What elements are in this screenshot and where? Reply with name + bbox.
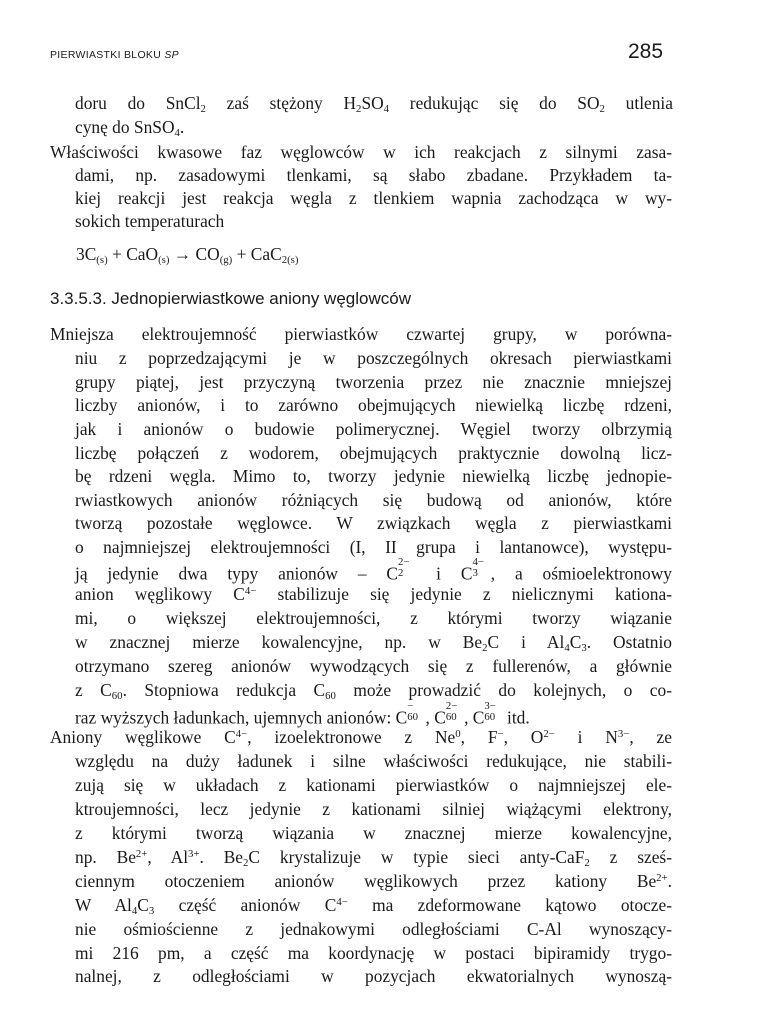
text-line: ktroujemności, lecz jedynie z kationami silniej wiążącymi elektrony,	[75, 799, 672, 819]
text-line: w znacznej mierze kowalencyjne, np. w $Be_2C$ i $Al_4C_3$. Ostatnio	[75, 632, 672, 655]
text-line: Aniony węglikowe $C^{4-}$, izoelektronowe z Ne$^0$, F−, $O^{2-}$ i $N^{3-}$, ze	[50, 727, 672, 747]
text-line: anion węglikowy $C^{4-}$ stabilizuje się jedynie z nielicznymi kationa-	[75, 584, 672, 604]
text-line: raz wyższych ładunkach, ujemnych anionów: C − 60 , C 2− 60 , C 3− 60 itd.	[75, 700, 530, 728]
text-line: bę rdzeni węgla. Mimo to, tworzy jedynie niewielką liczbę jednopie-	[75, 466, 672, 486]
text-line: rwiastkowych anionów różniących się budową od anionów, które	[75, 490, 672, 510]
running-title-italic: SP	[164, 49, 179, 61]
page-number: 285	[628, 40, 664, 63]
text-line: ją jedynie dwa typy anionów – C 2− 2 i C 4− 3 , a ośmioelektronowy	[75, 556, 672, 584]
text-line: grupy piątej, jest przyczyną tworzenia przez nie znacznie mniejszej	[75, 372, 672, 392]
running-title-text: PIERWIASTKI BLOKU	[50, 49, 165, 61]
text-line: zują się w układach z kationami pierwiastków o najmniejszej ele-	[75, 775, 672, 795]
text-line: nie ośmiościenne z jednakowymi odległościami C-Al wynoszący-	[75, 919, 672, 939]
text-line: otrzymano szereg anionów wywodzących się z fullerenów, a głównie	[75, 656, 672, 676]
text-line: o najmniejszej elektroujemności (I, II grupa i lantanowce), występu-	[75, 537, 672, 557]
chemical-equation: $3C_{(s)} + CaO_{(s)} \to CO_{(g)} + CaC_{2(s)}$	[76, 244, 299, 267]
text-line: mi, o większej elektroujemności, z którymi tworzy wiązanie	[75, 608, 672, 628]
text-line: tworzą pozostałe węglowce. W związkach węgla z pierwiastkami	[75, 513, 672, 533]
text-line: dami, np. zasadowymi tlenkami, są słabo zbadane. Przykładem ta-	[75, 165, 672, 185]
text-line: cynę do SnSO$_4$.	[75, 117, 185, 140]
text-line: nalnej, z odległościami w pozycjach ekwatorialnych wynoszą-	[75, 966, 672, 986]
text-line: liczbę połączeń z wodorem, obejmujących praktycznie dowolną licz-	[75, 443, 672, 463]
text-line: W $Al_4C_3$ część anionów $C^{4-}$ ma zdeformowane kątowo otocze-	[75, 895, 672, 918]
text-line: liczby anionów, i to zarówno obejmujących niewielką liczbę rdzeni,	[75, 395, 672, 415]
text-line: Właściwości kwasowe faz węglowców w ich reakcjach z silnymi zasa-	[50, 142, 672, 162]
text-line: sokich temperaturach	[75, 211, 225, 231]
text-line: ciennym otoczeniem anionów węglikowych przez kationy $Be^{2+}$.	[75, 871, 672, 891]
text-line: z $C_{60}$. Stopniowa redukcja $C_{60}$ może prowadzić do kolejnych, o co-	[75, 680, 673, 703]
text-line: jak i anionów o budowie polimerycznej. Węgiel tworzy olbrzymią	[75, 419, 672, 439]
text-line: względu na duży ładunek i silne właściwości redukujące, nie stabili-	[75, 751, 672, 771]
section-heading: 3.3.5.3. Jednopierwiastkowe aniony węglowców	[50, 289, 411, 308]
text-line: z którymi tworzą wiązania w znacznej mierze kowalencyjne,	[75, 823, 672, 843]
running-title	[50, 49, 179, 61]
text-line: mi 216 pm, a część ma koordynację w postaci bipiramidy trygo-	[75, 943, 672, 963]
text-line: Mniejsza elektroujemność pierwiastków czwartej grupy, w porówna-	[50, 324, 672, 344]
text-line: np. $Be^{2+}$, $Al^{3+}$. $Be_2C$ krystalizuje w typie sieci anty-CaF$_2$ z sześ-	[75, 847, 672, 870]
text-line: kiej reakcji jest reakcja węgla z tlenkiem wapnia zachodząca w wy-	[75, 188, 672, 208]
text-line: doru do SnCl$_2$ zaś stężony $H_2SO_4$ redukując się do $SO_2$ utlenia	[75, 93, 673, 116]
text-line: niu z poprzedzającymi je w poszczególnych okresach pierwiastkami	[75, 348, 672, 368]
